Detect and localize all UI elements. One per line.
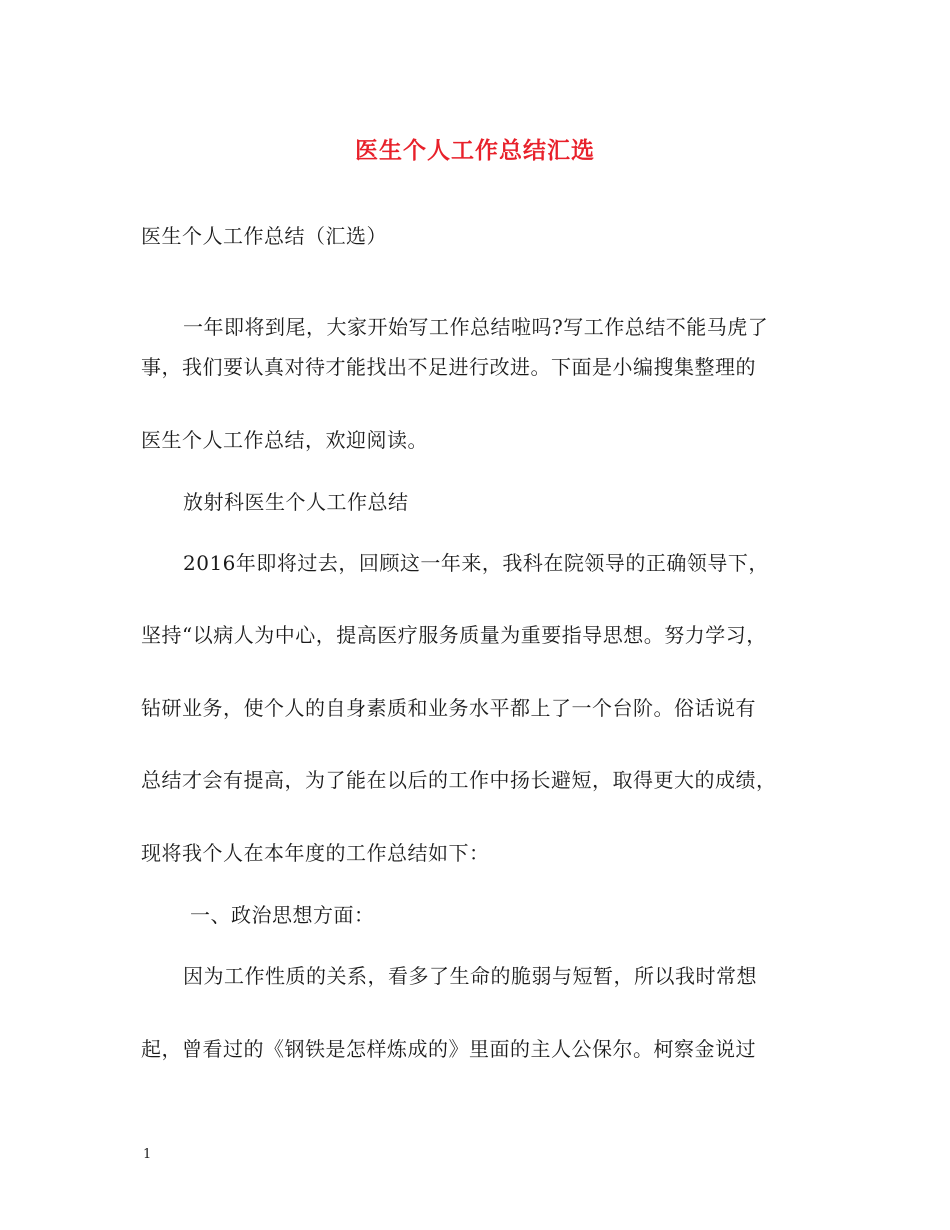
paragraph-line: 2016年即将过去，回顾这一年来，我科在院领导的正确领导下， [183, 551, 769, 575]
section-heading: 一、政治思想方面： [190, 903, 375, 927]
paragraph-line: 坚持“以病人为中心，提高医疗服务质量为重要指导思想。努力学习， [141, 623, 767, 647]
paragraph-line: 一年即将到尾，大家开始写工作总结啦吗?写工作总结不能马虎了 [183, 315, 769, 339]
document-subtitle: 医生个人工作总结（汇选） [141, 224, 387, 248]
page-number: 1 [143, 1147, 152, 1162]
paragraph-line: 因为工作性质的关系，看多了生命的脆弱与短暂，所以我时常想 [183, 964, 757, 988]
paragraph-line: 事，我们要认真对待才能找出不足进行改进。下面是小编搜集整理的 [141, 355, 756, 379]
paragraph-line: 起，曾看过的《钢铁是怎样炼成的》里面的主人公保尔。柯察金说过 [141, 1037, 756, 1061]
paragraph-line: 总结才会有提高，为了能在以后的工作中扬长避短，取得更大的成绩， [141, 768, 777, 792]
paragraph-line: 现将我个人在本年度的工作总结如下： [141, 841, 490, 865]
section-heading: 放射科医生个人工作总结 [183, 490, 409, 514]
paragraph-line: 钻研业务，使个人的自身素质和业务水平都上了一个台阶。俗话说有 [141, 696, 756, 720]
paragraph-line: 医生个人工作总结，欢迎阅读。 [141, 428, 428, 452]
document-title: 医生个人工作总结汇选 [355, 137, 595, 164]
